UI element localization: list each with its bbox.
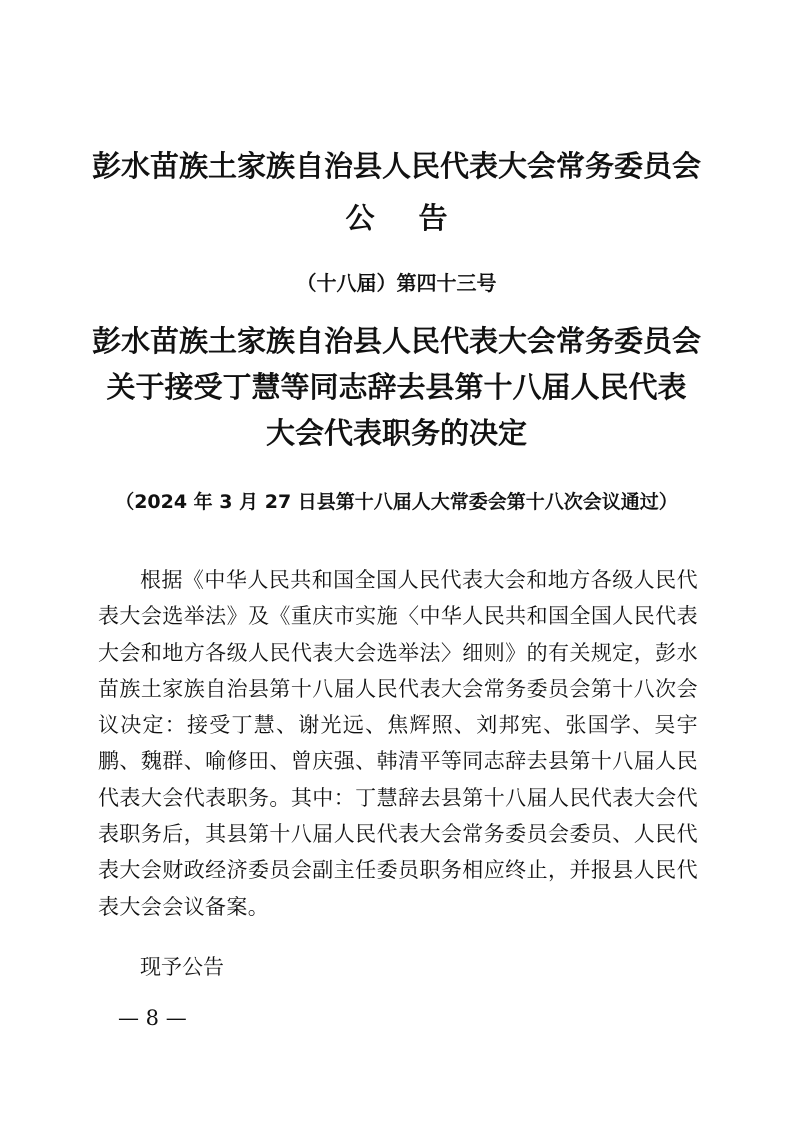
organization-title: 彭水苗族土家族自治县人民代表大会常务委员会 [91,149,701,183]
decision-title-line-3: 大会代表职务的决定 [265,416,527,450]
decision-title [0,318,793,456]
decision-title-line-2: 关于接受丁慧等同志辞去县第十八届人民代表 [106,370,687,404]
page-number: — 8 — [118,1006,187,1030]
notice-number: （十八届）第四十三号 [296,271,497,295]
notice-title: 公告 [345,201,492,235]
body-paragraph: 根据《中华人民共和国全国人民代表大会和地方各级人民代表大会选举法》及《重庆市实施〈中华人民共和国全国人民代表大会和地方各级人民代表大会选举法〉细则》的有关规定，彭水苗族土家族自治县第十八届人民代表大会常务委员会第十八次会议决定：接受丁慧、谢光远、焦辉照、刘邦宪、张国学、吴宇鹏、魏群、喻修田、曾庆强、韩清平等同志辞去县第十八届人民代表大会代表职务。其中：丁慧辞去县第十八届人民代表大会代表职务后，其县第十八届人民代表大会常务委员会委员、人民代表大会财政经济委员会副主任委员职务相应终止，并报县人民代表大会会议备案。 [98,568,698,919]
decision-title-line-1: 彭水苗族土家族自治县人民代表大会常务委员会 [91,324,701,358]
passed-note: （2024 年 3 月 27 日县第十八届人大常委会第十八次会议通过） [115,491,678,513]
closing-statement: 现予公告 [140,955,224,979]
